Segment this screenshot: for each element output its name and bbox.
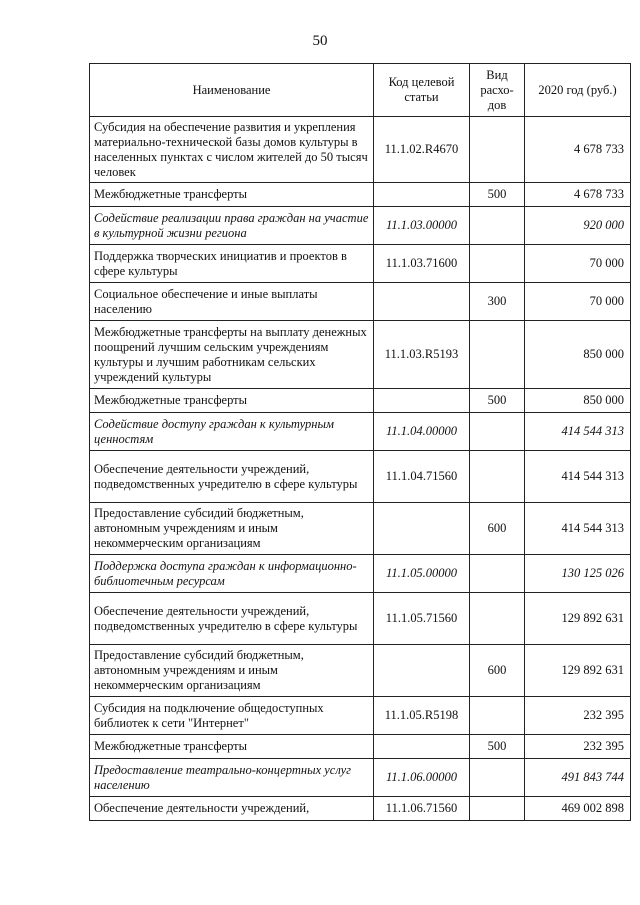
row-name: Субсидия на обеспечение развития и укрепления материально-технической базы домов культуры в населенных пунктах с числом жителей до 50 тысяч человек [90, 117, 374, 183]
row-name: Содействие доступу граждан к культурным ценностям [90, 413, 374, 451]
row-code: 11.1.06.71560 [374, 797, 470, 821]
table-row [90, 593, 631, 645]
row-code: 11.1.04.71560 [374, 451, 470, 503]
row-code: 11.1.06.00000 [374, 759, 470, 797]
row-amount: 469 002 898 [525, 797, 631, 821]
row-amount: 70 000 [525, 283, 631, 321]
row-amount: 491 843 744 [525, 759, 631, 797]
row-expense-type [470, 451, 525, 503]
table-row [90, 117, 631, 183]
row-code: 11.1.03.00000 [374, 207, 470, 245]
row-name: Субсидия на подключение общедоступных библиотек к сети "Интернет" [90, 697, 374, 735]
row-name: Предоставление субсидий бюджетным, автономным учреждениям и иным некоммерческим организациям [90, 503, 374, 555]
row-expense-type [470, 797, 525, 821]
row-expense-type [470, 593, 525, 645]
table-row [90, 735, 631, 759]
row-amount: 232 395 [525, 735, 631, 759]
row-name: Предоставление театрально-концертных услуг населению [90, 759, 374, 797]
row-name: Обеспечение деятельности учреждений, [90, 797, 374, 821]
row-code: 11.1.05.00000 [374, 555, 470, 593]
budget-table [89, 63, 631, 821]
row-amount: 129 892 631 [525, 645, 631, 697]
row-expense-type: 500 [470, 183, 525, 207]
table-row [90, 321, 631, 389]
row-amount: 850 000 [525, 389, 631, 413]
row-code [374, 735, 470, 759]
row-expense-type [470, 245, 525, 283]
row-expense-type: 300 [470, 283, 525, 321]
header-code: Код целевой статьи [374, 64, 470, 117]
table-row [90, 759, 631, 797]
table-row [90, 413, 631, 451]
row-amount: 414 544 313 [525, 451, 631, 503]
row-expense-type: 600 [470, 503, 525, 555]
row-name: Социальное обеспечение и иные выплаты населению [90, 283, 374, 321]
row-code [374, 645, 470, 697]
row-expense-type [470, 697, 525, 735]
row-expense-type: 500 [470, 389, 525, 413]
row-expense-type: 600 [470, 645, 525, 697]
header-name: Наименование [90, 64, 374, 117]
row-expense-type: 500 [470, 735, 525, 759]
row-amount: 414 544 313 [525, 413, 631, 451]
row-code [374, 389, 470, 413]
table-row [90, 283, 631, 321]
row-amount: 850 000 [525, 321, 631, 389]
row-amount: 4 678 733 [525, 183, 631, 207]
row-name: Обеспечение деятельности учреждений, подведомственных учредителю в сфере культуры [90, 451, 374, 503]
table-row [90, 503, 631, 555]
row-name: Предоставление субсидий бюджетным, автономным учреждениям и иным некоммерческим организациям [90, 645, 374, 697]
row-expense-type [470, 759, 525, 797]
row-amount: 4 678 733 [525, 117, 631, 183]
row-code: 11.1.05.R5198 [374, 697, 470, 735]
row-code: 11.1.03.R5193 [374, 321, 470, 389]
row-name: Межбюджетные трансферты [90, 735, 374, 759]
row-name: Межбюджетные трансферты [90, 389, 374, 413]
table-row [90, 183, 631, 207]
row-expense-type [470, 321, 525, 389]
row-code: 11.1.03.71600 [374, 245, 470, 283]
row-name: Поддержка творческих инициатив и проектов в сфере культуры [90, 245, 374, 283]
row-name: Поддержка доступа граждан к информационно-библиотечным ресурсам [90, 555, 374, 593]
row-code [374, 503, 470, 555]
row-amount: 920 000 [525, 207, 631, 245]
row-name: Содействие реализации права граждан на участие в культурной жизни региона [90, 207, 374, 245]
row-name: Межбюджетные трансферты на выплату денежных поощрений лучшим сельским учреждениям культуры и лучшим работникам сельских учреждений культуры [90, 321, 374, 389]
row-amount: 129 892 631 [525, 593, 631, 645]
table-row [90, 797, 631, 821]
row-code: 11.1.05.71560 [374, 593, 470, 645]
row-amount: 70 000 [525, 245, 631, 283]
row-code [374, 283, 470, 321]
row-amount: 232 395 [525, 697, 631, 735]
header-amount: 2020 год (руб.) [525, 64, 631, 117]
header-kind: Вид расхо-дов [470, 64, 525, 117]
table-row [90, 245, 631, 283]
table-row [90, 697, 631, 735]
row-name: Межбюджетные трансферты [90, 183, 374, 207]
row-expense-type [470, 555, 525, 593]
table-row [90, 555, 631, 593]
table-row [90, 645, 631, 697]
row-code: 11.1.02.R4670 [374, 117, 470, 183]
row-code [374, 183, 470, 207]
row-name: Обеспечение деятельности учреждений, подведомственных учредителю в сфере культуры [90, 593, 374, 645]
table-row [90, 451, 631, 503]
row-expense-type [470, 117, 525, 183]
row-code: 11.1.04.00000 [374, 413, 470, 451]
page-number: 50 [312, 33, 328, 49]
table-row [90, 207, 631, 245]
row-amount: 130 125 026 [525, 555, 631, 593]
row-amount: 414 544 313 [525, 503, 631, 555]
row-expense-type [470, 207, 525, 245]
table-header-row [90, 64, 631, 117]
table-row [90, 389, 631, 413]
row-expense-type [470, 413, 525, 451]
